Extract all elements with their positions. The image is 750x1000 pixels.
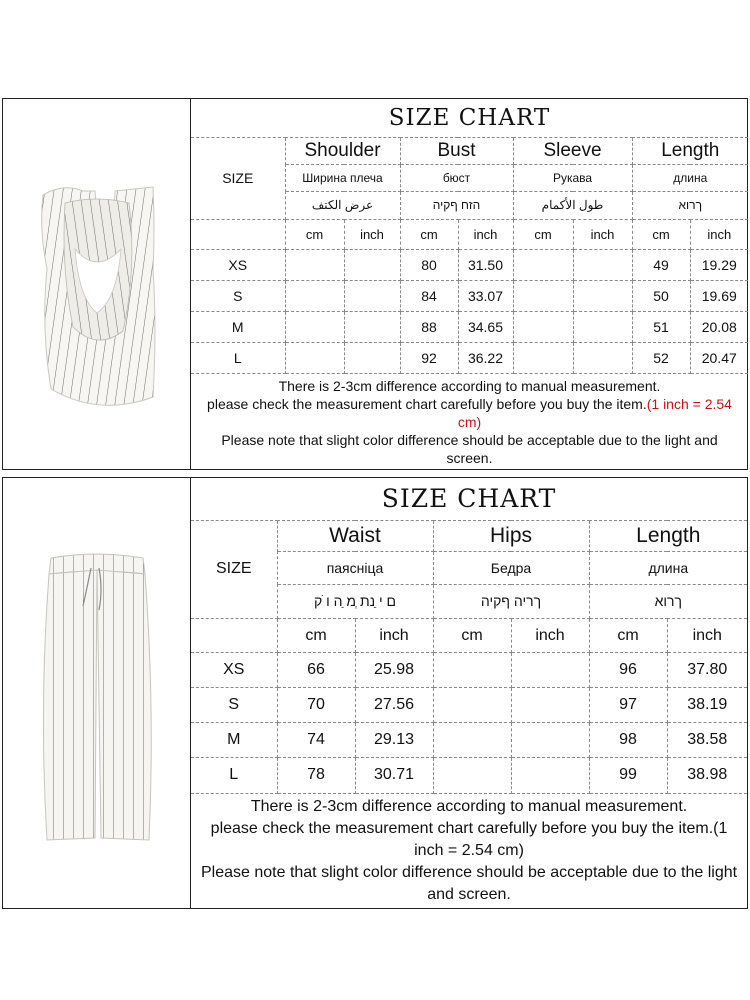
sleeve-inch bbox=[573, 311, 632, 342]
top-unit-cm: cm bbox=[400, 219, 458, 249]
length-inch: 20.08 bbox=[690, 311, 748, 342]
length-inch: 19.69 bbox=[690, 280, 748, 311]
length-cm: 96 bbox=[589, 653, 667, 688]
shoulder-inch bbox=[344, 249, 400, 280]
waist-cm: 70 bbox=[277, 688, 355, 723]
bottom-note-2: please check the measurement chart carefully before you buy the item.(1 inch = 2.54 cm) bbox=[210, 819, 728, 859]
top-col-sleeve-alt: طول الأكمام bbox=[513, 191, 632, 219]
hips-cm bbox=[433, 723, 511, 758]
shoulder-cm bbox=[285, 249, 344, 280]
shoulder-inch bbox=[344, 311, 400, 342]
top-unit-cm: cm bbox=[285, 219, 344, 249]
shoulder-inch bbox=[344, 342, 400, 373]
top-col-bust: Bust bbox=[400, 137, 513, 164]
bust-cm: 92 bbox=[400, 342, 458, 373]
bust-inch: 34.65 bbox=[458, 311, 513, 342]
sleeve-inch bbox=[573, 342, 632, 373]
bottom-size-table bbox=[191, 478, 747, 908]
top-note-2 bbox=[197, 395, 742, 431]
bust-cm: 88 bbox=[400, 311, 458, 342]
table-row bbox=[191, 723, 747, 758]
bust-cm: 84 bbox=[400, 280, 458, 311]
bottom-col-hips-alt: ךריה ףקיה bbox=[433, 584, 589, 618]
length-inch: 38.58 bbox=[667, 723, 747, 758]
hips-inch bbox=[511, 653, 589, 688]
waist-inch: 30.71 bbox=[355, 758, 433, 793]
sleeve-cm bbox=[513, 311, 573, 342]
hips-cm bbox=[433, 758, 511, 793]
length-cm: 51 bbox=[632, 311, 690, 342]
length-inch: 38.19 bbox=[667, 688, 747, 723]
bottom-unit-cm: cm bbox=[277, 618, 355, 652]
length-cm: 52 bbox=[632, 342, 690, 373]
top-size-header: SIZE bbox=[191, 137, 285, 219]
length-inch: 37.80 bbox=[667, 653, 747, 688]
bottom-note-1: There is 2-3cm difference according to manual measurement. bbox=[250, 797, 688, 815]
hips-cm bbox=[433, 688, 511, 723]
shoulder-cm bbox=[285, 342, 344, 373]
table-row bbox=[191, 342, 748, 373]
bottom-col-hips-ru: Бедра bbox=[433, 551, 589, 584]
size-label: M bbox=[191, 723, 277, 758]
top-note-2-text: please check the measurement chart carefully before you buy the item. bbox=[207, 395, 647, 412]
bottom-col-waist-alt: ם י ַנת ְמ ַה ו ֹק bbox=[277, 584, 433, 618]
top-col-shoulder: Shoulder bbox=[285, 137, 400, 164]
top-notes bbox=[191, 373, 748, 470]
top-col-sleeve-ru: Рукава bbox=[513, 164, 632, 191]
size-label: XS bbox=[191, 653, 277, 688]
sleeve-inch bbox=[573, 249, 632, 280]
size-label: XS bbox=[191, 249, 285, 280]
top-unit-inch: inch bbox=[344, 219, 400, 249]
bust-inch: 33.07 bbox=[458, 280, 513, 311]
top-note-1: There is 2-3cm difference according to manual measurement. bbox=[278, 377, 661, 394]
top-unit-inch: inch bbox=[573, 219, 632, 249]
top-col-length: Length bbox=[632, 137, 748, 164]
hips-inch bbox=[511, 688, 589, 723]
length-cm: 98 bbox=[589, 723, 667, 758]
shoulder-cm bbox=[285, 311, 344, 342]
length-inch: 38.98 bbox=[667, 758, 747, 793]
length-cm: 49 bbox=[632, 249, 690, 280]
size-label: L bbox=[191, 342, 285, 373]
top-size-table bbox=[191, 99, 748, 470]
sleeve-cm bbox=[513, 342, 573, 373]
length-cm: 99 bbox=[589, 758, 667, 793]
top-product-photo bbox=[3, 99, 191, 469]
waist-inch: 25.98 bbox=[355, 653, 433, 688]
length-cm: 97 bbox=[589, 688, 667, 723]
table-row bbox=[191, 758, 747, 793]
table-row bbox=[191, 653, 747, 688]
bottom-product-photo bbox=[3, 478, 191, 908]
top-unit-inch: inch bbox=[690, 219, 748, 249]
shoulder-inch bbox=[344, 280, 400, 311]
striped-vest-image bbox=[3, 99, 191, 471]
table-row bbox=[191, 688, 747, 723]
sleeve-cm bbox=[513, 249, 573, 280]
bottom-note-3: Please note that slight color difference should be acceptable due to the light and screen. bbox=[200, 863, 738, 903]
bottom-size-table-container bbox=[191, 478, 747, 908]
top-col-length-alt: ךרוא bbox=[632, 191, 748, 219]
waist-cm: 78 bbox=[277, 758, 355, 793]
length-inch: 20.47 bbox=[690, 342, 748, 373]
bottom-size-chart-panel bbox=[2, 477, 748, 909]
bottom-unit-inch: inch bbox=[667, 618, 747, 652]
table-row bbox=[191, 311, 748, 342]
waist-inch: 29.13 bbox=[355, 723, 433, 758]
top-size-chart-panel bbox=[2, 98, 748, 470]
length-cm: 50 bbox=[632, 280, 690, 311]
top-size-table-container bbox=[191, 99, 747, 469]
table-row bbox=[191, 280, 748, 311]
striped-pants-image bbox=[3, 478, 191, 910]
sleeve-inch bbox=[573, 280, 632, 311]
top-note-3: Please note that slight color difference should be acceptable due to the light and screen. bbox=[221, 431, 718, 466]
size-label: M bbox=[191, 311, 285, 342]
bottom-col-length-ru: длина bbox=[589, 551, 747, 584]
table-row bbox=[191, 249, 748, 280]
bottom-col-waist: Waist bbox=[277, 520, 433, 551]
bottom-col-hips: Hips bbox=[433, 520, 589, 551]
length-inch: 19.29 bbox=[690, 249, 748, 280]
top-col-bust-ru: бюст bbox=[400, 164, 513, 191]
bottom-chart-title: SIZE CHART bbox=[191, 478, 747, 520]
bottom-col-length: Length bbox=[589, 520, 747, 551]
top-col-shoulder-ru: Ширина плеча bbox=[285, 164, 400, 191]
bust-cm: 80 bbox=[400, 249, 458, 280]
top-unit-cm: cm bbox=[513, 219, 573, 249]
bottom-notes bbox=[191, 793, 747, 908]
top-col-bust-alt: הזח ףקיה bbox=[400, 191, 513, 219]
bust-inch: 31.50 bbox=[458, 249, 513, 280]
hips-inch bbox=[511, 723, 589, 758]
size-label: S bbox=[191, 280, 285, 311]
top-unit-blank bbox=[191, 219, 285, 249]
waist-inch: 27.56 bbox=[355, 688, 433, 723]
bottom-size-header: SIZE bbox=[191, 520, 277, 618]
waist-cm: 74 bbox=[277, 723, 355, 758]
top-col-length-ru: длина bbox=[632, 164, 748, 191]
bottom-unit-cm: cm bbox=[589, 618, 667, 652]
hips-inch bbox=[511, 758, 589, 793]
bust-inch: 36.22 bbox=[458, 342, 513, 373]
top-unit-cm: cm bbox=[632, 219, 690, 249]
bottom-col-waist-ru: паясніца bbox=[277, 551, 433, 584]
top-col-shoulder-alt: عرض الكتف bbox=[285, 191, 400, 219]
sleeve-cm bbox=[513, 280, 573, 311]
shoulder-cm bbox=[285, 280, 344, 311]
size-label: S bbox=[191, 688, 277, 723]
top-note-2-red: (1 inch = 2.54 cm) bbox=[457, 395, 732, 430]
top-chart-title: SIZE CHART bbox=[191, 99, 748, 137]
size-label: L bbox=[191, 758, 277, 793]
top-col-sleeve: Sleeve bbox=[513, 137, 632, 164]
waist-cm: 66 bbox=[277, 653, 355, 688]
bottom-unit-inch: inch bbox=[355, 618, 433, 652]
bottom-unit-cm: cm bbox=[433, 618, 511, 652]
bottom-unit-inch: inch bbox=[511, 618, 589, 652]
bottom-col-length-alt: ךרוא bbox=[589, 584, 747, 618]
hips-cm bbox=[433, 653, 511, 688]
top-unit-inch: inch bbox=[458, 219, 513, 249]
bottom-unit-blank bbox=[191, 618, 277, 652]
